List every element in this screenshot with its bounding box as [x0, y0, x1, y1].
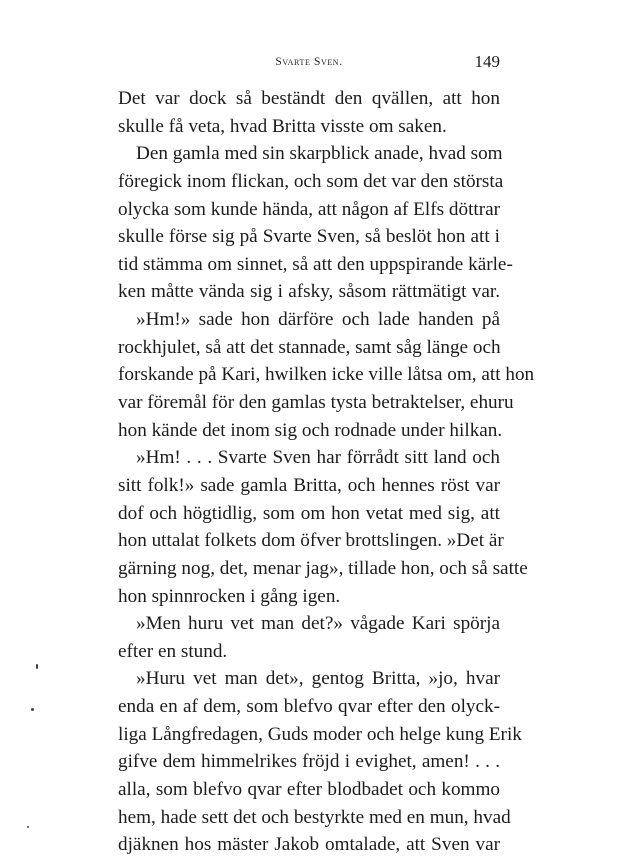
paragraph	[118, 610, 500, 665]
text-line: skulle få veta, hvad Britta visste om saken.	[118, 115, 447, 137]
print-speck	[31, 708, 34, 711]
text-line: dof och högtidlig, som om hon vetat med sig, att	[118, 502, 500, 524]
text-line: hon kände det inom sig och rodnade under hilkan.	[118, 419, 503, 441]
text-line: sitt folk!» sade gamla Britta, och hennes röst var	[118, 474, 500, 496]
text-line: Den gamla med sin skarpblick anade, hvad som	[136, 143, 503, 165]
text-line: var föremål för den gamlas tysta betraktelser, ehuru	[118, 392, 514, 414]
text-line: »Huru vet man det», gentog Britta, »jo, hvar	[136, 668, 500, 690]
text-line: hon uttalat folkets dom öfver brottslingen. »Det är	[118, 530, 504, 552]
text-line: »Hm! . . . Svarte Sven har förrådt sitt land och	[136, 447, 500, 469]
text-line: föregick inom flickan, och som det var den största	[118, 170, 504, 192]
paragraph	[118, 444, 528, 610]
text-line: gärning nog, det, menar jag», tillade hon, och så satte	[118, 557, 528, 579]
text-line: »Men huru vet man det?» vågade Kari spörja	[136, 613, 500, 635]
text-line: forskande på Kari, hwilken icke ville låtsa om, att hon	[118, 364, 535, 386]
text-line: gifve dem himmelrikes fröjd i evighet, amen! . . .	[118, 751, 500, 773]
page-header	[118, 52, 500, 78]
page-number: 149	[474, 52, 500, 71]
paragraph	[118, 306, 535, 444]
paragraph	[118, 140, 513, 306]
text-line: »Hm!» sade hon därföre och lade handen på	[136, 309, 500, 331]
text-line: liga Långfredagen, Guds moder och helge kung Erik	[118, 723, 522, 745]
text-line: tid stämma om sinnet, så att den uppspirande kärle-	[118, 253, 513, 275]
running-title: Svarte Sven.	[275, 56, 343, 68]
text-line: ken måtte vända sig i afsky, såsom rättmätigt var.	[118, 281, 500, 303]
paragraph	[118, 665, 522, 858]
text-line: hem, hade sett det och bestyrkte med en mun, hvad	[118, 806, 511, 828]
text-line: rockhjulet, så att det stannade, samt såg länge och	[118, 336, 501, 358]
text-line: Det var dock så beständt den qvällen, att hon	[118, 88, 500, 109]
text-line: alla, som blefvo qvar efter blodbadet och kommo	[118, 779, 500, 801]
paragraph	[118, 85, 500, 140]
text-line: hon spinnrocken i gång igen.	[118, 585, 341, 607]
text-line: efter en stund.	[118, 640, 228, 662]
text-line: skulle förse sig på Svarte Sven, så beslöt hon att i	[118, 226, 500, 248]
print-speck	[36, 664, 38, 669]
body-text	[118, 85, 535, 859]
text-line: olycka som kunde hända, att någon af Elfs döttrar	[118, 198, 501, 220]
print-speck	[27, 826, 29, 828]
text-line: djäknen hos mäster Jakob omtalade, att Sven var	[118, 834, 500, 856]
text-line: enda en af dem, som blefvo qvar efter den olyck-	[118, 696, 500, 718]
